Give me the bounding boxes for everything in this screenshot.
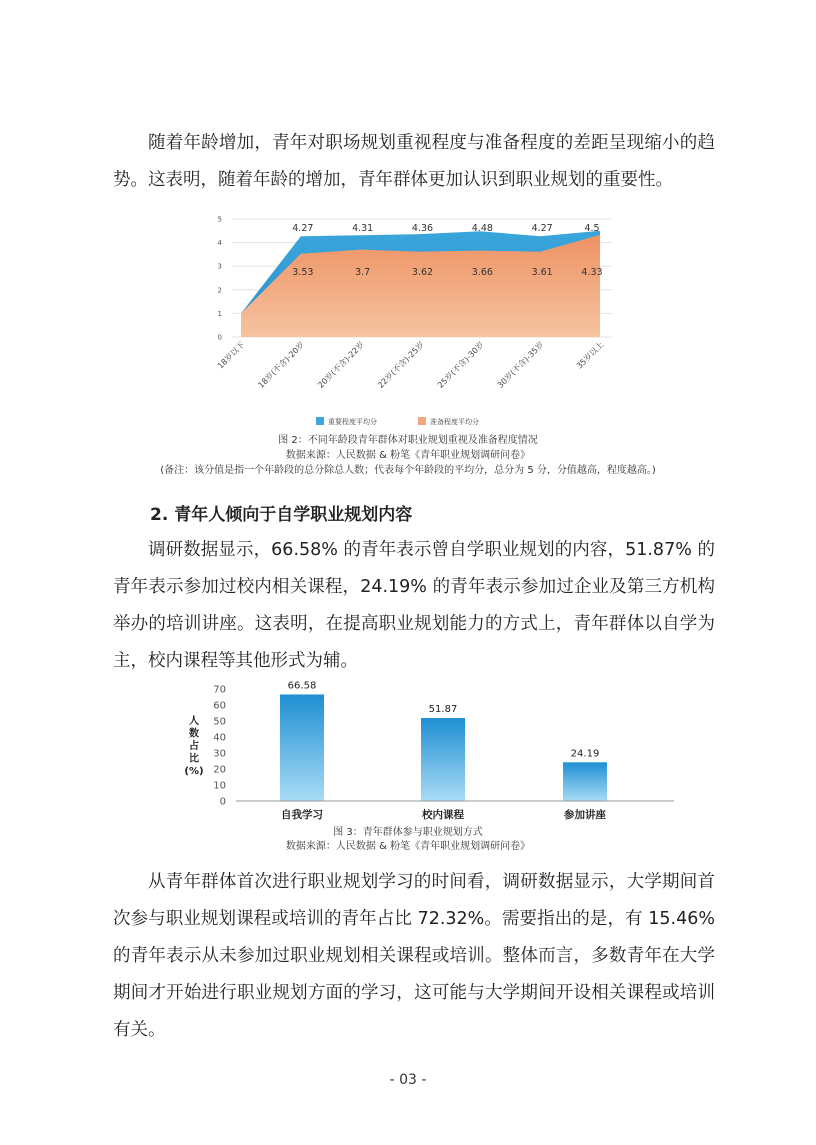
figure3-source: 数据来源：人民数据 & 粉笔《青年职业规划调研问卷》 [285, 841, 531, 852]
paragraph-first-study: 从青年群体首次进行职业规划学习的时间看，调研数据显示，大学期间首次参与职业规划课程或培训的青年占比 72.32%。需要指出的是，有 15.46% 的青年表示从未参加过职业规划相关课程或培训。整体而言，多数青年在大学期间才开始进行职业规划方面的学习，这可能与大学期间开设相关课程或培训有关。 [113, 872, 715, 1040]
figure2-source: 数据来源：人民数据 & 粉笔《青年职业规划调研问卷》 [285, 450, 531, 461]
y-tick-label: 50 [213, 716, 226, 728]
x-tick-label: 20岁(不含)-22岁 [316, 340, 367, 390]
y-tick-label: 5 [217, 215, 222, 224]
y-tick-label: 4 [217, 239, 222, 248]
x-tick-label: 18岁(不含)-20岁 [256, 340, 307, 390]
section-heading: 2. 青年人倾向于自学职业规划内容 [150, 505, 413, 525]
x-category-label: 自我学习 [281, 809, 323, 821]
y-tick-label: 2 [217, 286, 222, 295]
data-label-preparation: 3.61 [531, 267, 553, 278]
data-label-preparation: 4.33 [581, 267, 603, 278]
y-tick-label: 0 [219, 796, 226, 808]
data-label-importance: 4.27 [292, 223, 314, 234]
y-tick-label: 10 [213, 780, 226, 792]
x-category-label: 参加讲座 [564, 809, 606, 821]
legend-label-importance: 重要程度平均分 [328, 418, 377, 426]
y-tick-label: 60 [213, 700, 226, 712]
figure3-caption: 图 3：青年群体参与职业规划方式 [333, 827, 483, 838]
bar [421, 718, 465, 801]
y-tick-label: 0 [217, 333, 222, 342]
data-label-importance: 4.5 [584, 223, 600, 234]
bar [280, 694, 324, 801]
data-label-preparation: 3.66 [471, 267, 493, 278]
x-tick-label: 35岁以上 [574, 340, 606, 371]
figure2-note: (备注：该分值是指一个年龄段的总分除总人数；代表每个年龄段的平均分，总分为 5 分，分值越高，程度越高。) [160, 465, 656, 476]
data-label-preparation: 3.7 [355, 267, 371, 278]
data-label-importance: 4.31 [352, 223, 374, 234]
bar-value-label: 66.58 [287, 680, 317, 692]
y-axis-label: 占 [189, 741, 199, 752]
x-tick-label: 30岁(不含)-35岁 [495, 340, 546, 390]
page-number: - 03 - [389, 1072, 427, 1088]
x-category-label: 校内课程 [422, 809, 464, 821]
x-tick-label: 25岁(不含)-30岁 [435, 340, 486, 390]
figure2-caption: 图 2：不同年龄段青年群体对职业规划重视及准备程度情况 [278, 435, 538, 446]
bar-value-label: 24.19 [570, 748, 600, 760]
data-label-importance: 4.27 [531, 223, 553, 234]
x-tick-label: 22岁(不含)-25岁 [376, 340, 426, 390]
y-tick-label: 20 [213, 764, 226, 776]
bar-value-label: 51.87 [428, 704, 458, 716]
paragraph-age-trend: 随着年龄增加，青年对职场规划重视程度与准备程度的差距呈现缩小的趋势。这表明，随着年龄的增加，青年群体更加认识到职业规划的重要性。 [113, 133, 715, 190]
y-tick-label: 30 [213, 748, 226, 760]
legend-label-preparation: 准备程度平均分 [430, 418, 479, 426]
y-tick-label: 1 [217, 309, 222, 318]
bar [563, 762, 607, 801]
y-tick-label: 3 [217, 262, 222, 271]
y-axis-label: 数 [189, 728, 199, 740]
data-label-importance: 4.48 [471, 223, 493, 234]
x-tick-label: 18岁以下 [215, 340, 247, 371]
y-tick-label: 40 [213, 732, 226, 744]
paragraph-self-study: 调研数据显示，66.58% 的青年表示曾自学职业规划的内容，51.87% 的青年表示参加过校内相关课程，24.19% 的青年表示参加过企业及第三方机构举办的培训讲座。这表明，在提高职业规划能力的方式上，青年群体以自学为主，校内课程等其他形式为辅。 [113, 540, 715, 671]
y-axis-label: (%) [184, 766, 204, 777]
y-axis-label: 比 [189, 753, 199, 765]
y-tick-label: 70 [213, 684, 226, 696]
data-label-preparation: 3.62 [411, 267, 434, 278]
data-label-importance: 4.36 [411, 223, 434, 234]
data-label-preparation: 3.53 [292, 267, 314, 278]
y-axis-label: 人 [189, 716, 199, 727]
